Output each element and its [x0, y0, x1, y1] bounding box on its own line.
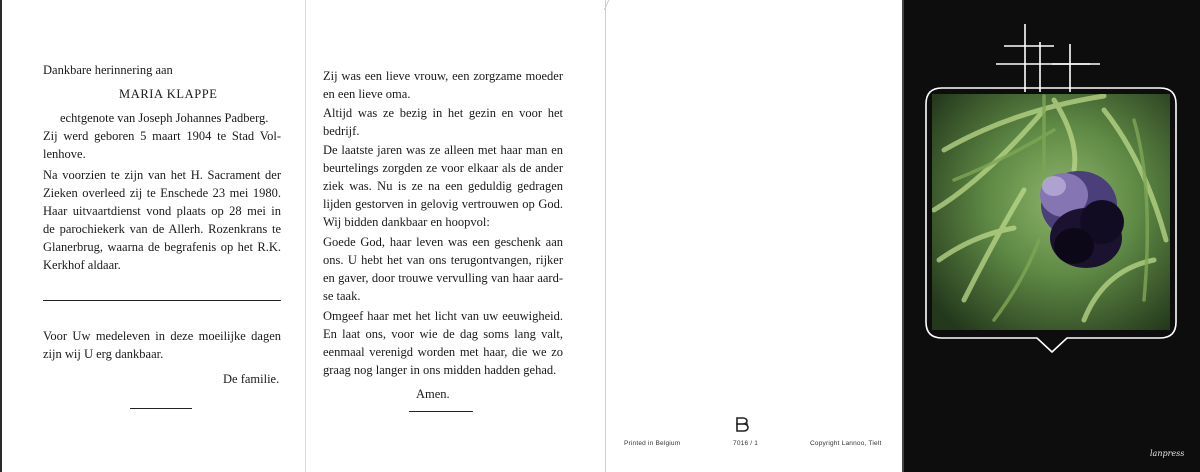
copyright-label: Copyright Lannoo, Tielt: [810, 440, 882, 447]
divider-line: [43, 300, 281, 301]
short-rule: [130, 408, 192, 409]
prayer-line: Omgeef haar met het licht van uw eeuwigheid.: [323, 309, 563, 323]
brand-mark: lanpress: [1150, 449, 1185, 458]
deceased-name: MARIA KLAPPE: [119, 87, 218, 101]
prayer-line: Zij was een lieve vrouw, een zorgzame moeder: [323, 69, 563, 83]
bio-line: Zij werd geboren 5 maart 1904 te Stad Vol-: [43, 129, 281, 143]
prayer-line: Goede God, haar leven was een geschenk aan: [323, 235, 563, 249]
cover-artwork: [904, 0, 1200, 472]
catalog-code: 7016 / 1: [733, 440, 759, 447]
bio-line: Na voorzien te zijn van het H. Sacrament der: [43, 168, 281, 182]
bio-line: de parochiekerk van de Allerh. Rozenkrans te: [43, 222, 281, 236]
back-page-panel: [605, 0, 902, 472]
publisher-logo-icon: [735, 416, 749, 432]
signature: De familie.: [223, 372, 280, 386]
middle-page-panel: [305, 0, 605, 472]
bio-line: echtgenote van Joseph Johannes Padberg.: [60, 111, 269, 125]
prayer-line: graag nog langer in ons midden hadden gehad.: [323, 363, 557, 377]
prayer-line: en een lieve oma.: [323, 87, 411, 101]
bio-line: lenhove.: [43, 147, 86, 161]
cover-panel: [902, 0, 1200, 472]
short-rule: [409, 411, 473, 412]
prayer-line: De laatste jaren was ze alleen met haar man en: [323, 143, 563, 157]
prayer-line: en gaver, door trouwe vervulling van haar aard-: [323, 271, 563, 285]
printed-in-label: Printed in Belgium: [624, 440, 681, 447]
bio-line: Kerkhof aldaar.: [43, 258, 121, 272]
memorial-heading: Dankbare herinnering aan: [43, 63, 173, 77]
left-page-panel: [0, 0, 305, 472]
prayer-line: Wij bidden dankbaar en hoopvol:: [323, 215, 490, 229]
prayer-line: eenmaal verenigd worden met haar, die we zo: [323, 345, 563, 359]
prayer-line: se taak.: [323, 289, 361, 303]
cross-icon: [996, 24, 1100, 92]
bio-line: Zieken overleed zij te Enschede 23 mei 1980.: [43, 186, 281, 200]
prayer-line: En laat ons, voor wie de dag soms lang valt,: [323, 327, 563, 341]
prayer-line: Altijd was ze bezig in het gezin en voor het: [323, 106, 563, 120]
closing-amen: Amen.: [416, 387, 450, 401]
bio-line: Haar uitvaartdienst vond plaats op 28 mei in: [43, 204, 281, 218]
prayer-line: ons. U hebt het van ons terugontvangen, rijker: [323, 253, 563, 267]
thanks-line: Voor Uw medeleven in deze moeilijke dagen: [43, 329, 281, 343]
thanks-line: zijn wij U erg dankbaar.: [43, 347, 164, 361]
prayer-line: beurtelings zorgden ze voor elkaar als de ander: [323, 161, 563, 175]
pansy-photo: [932, 94, 1170, 330]
prayer-line: bedrijf.: [323, 124, 360, 138]
bio-line: Glanerbrug, waarna de begrafenis op het R.K.: [43, 240, 281, 254]
prayer-line: ziek was. Nu is ze na een geduldig gedragen: [323, 179, 563, 193]
prayer-line: lijden gestorven in gelovig vertrouwen op God.: [323, 197, 563, 211]
